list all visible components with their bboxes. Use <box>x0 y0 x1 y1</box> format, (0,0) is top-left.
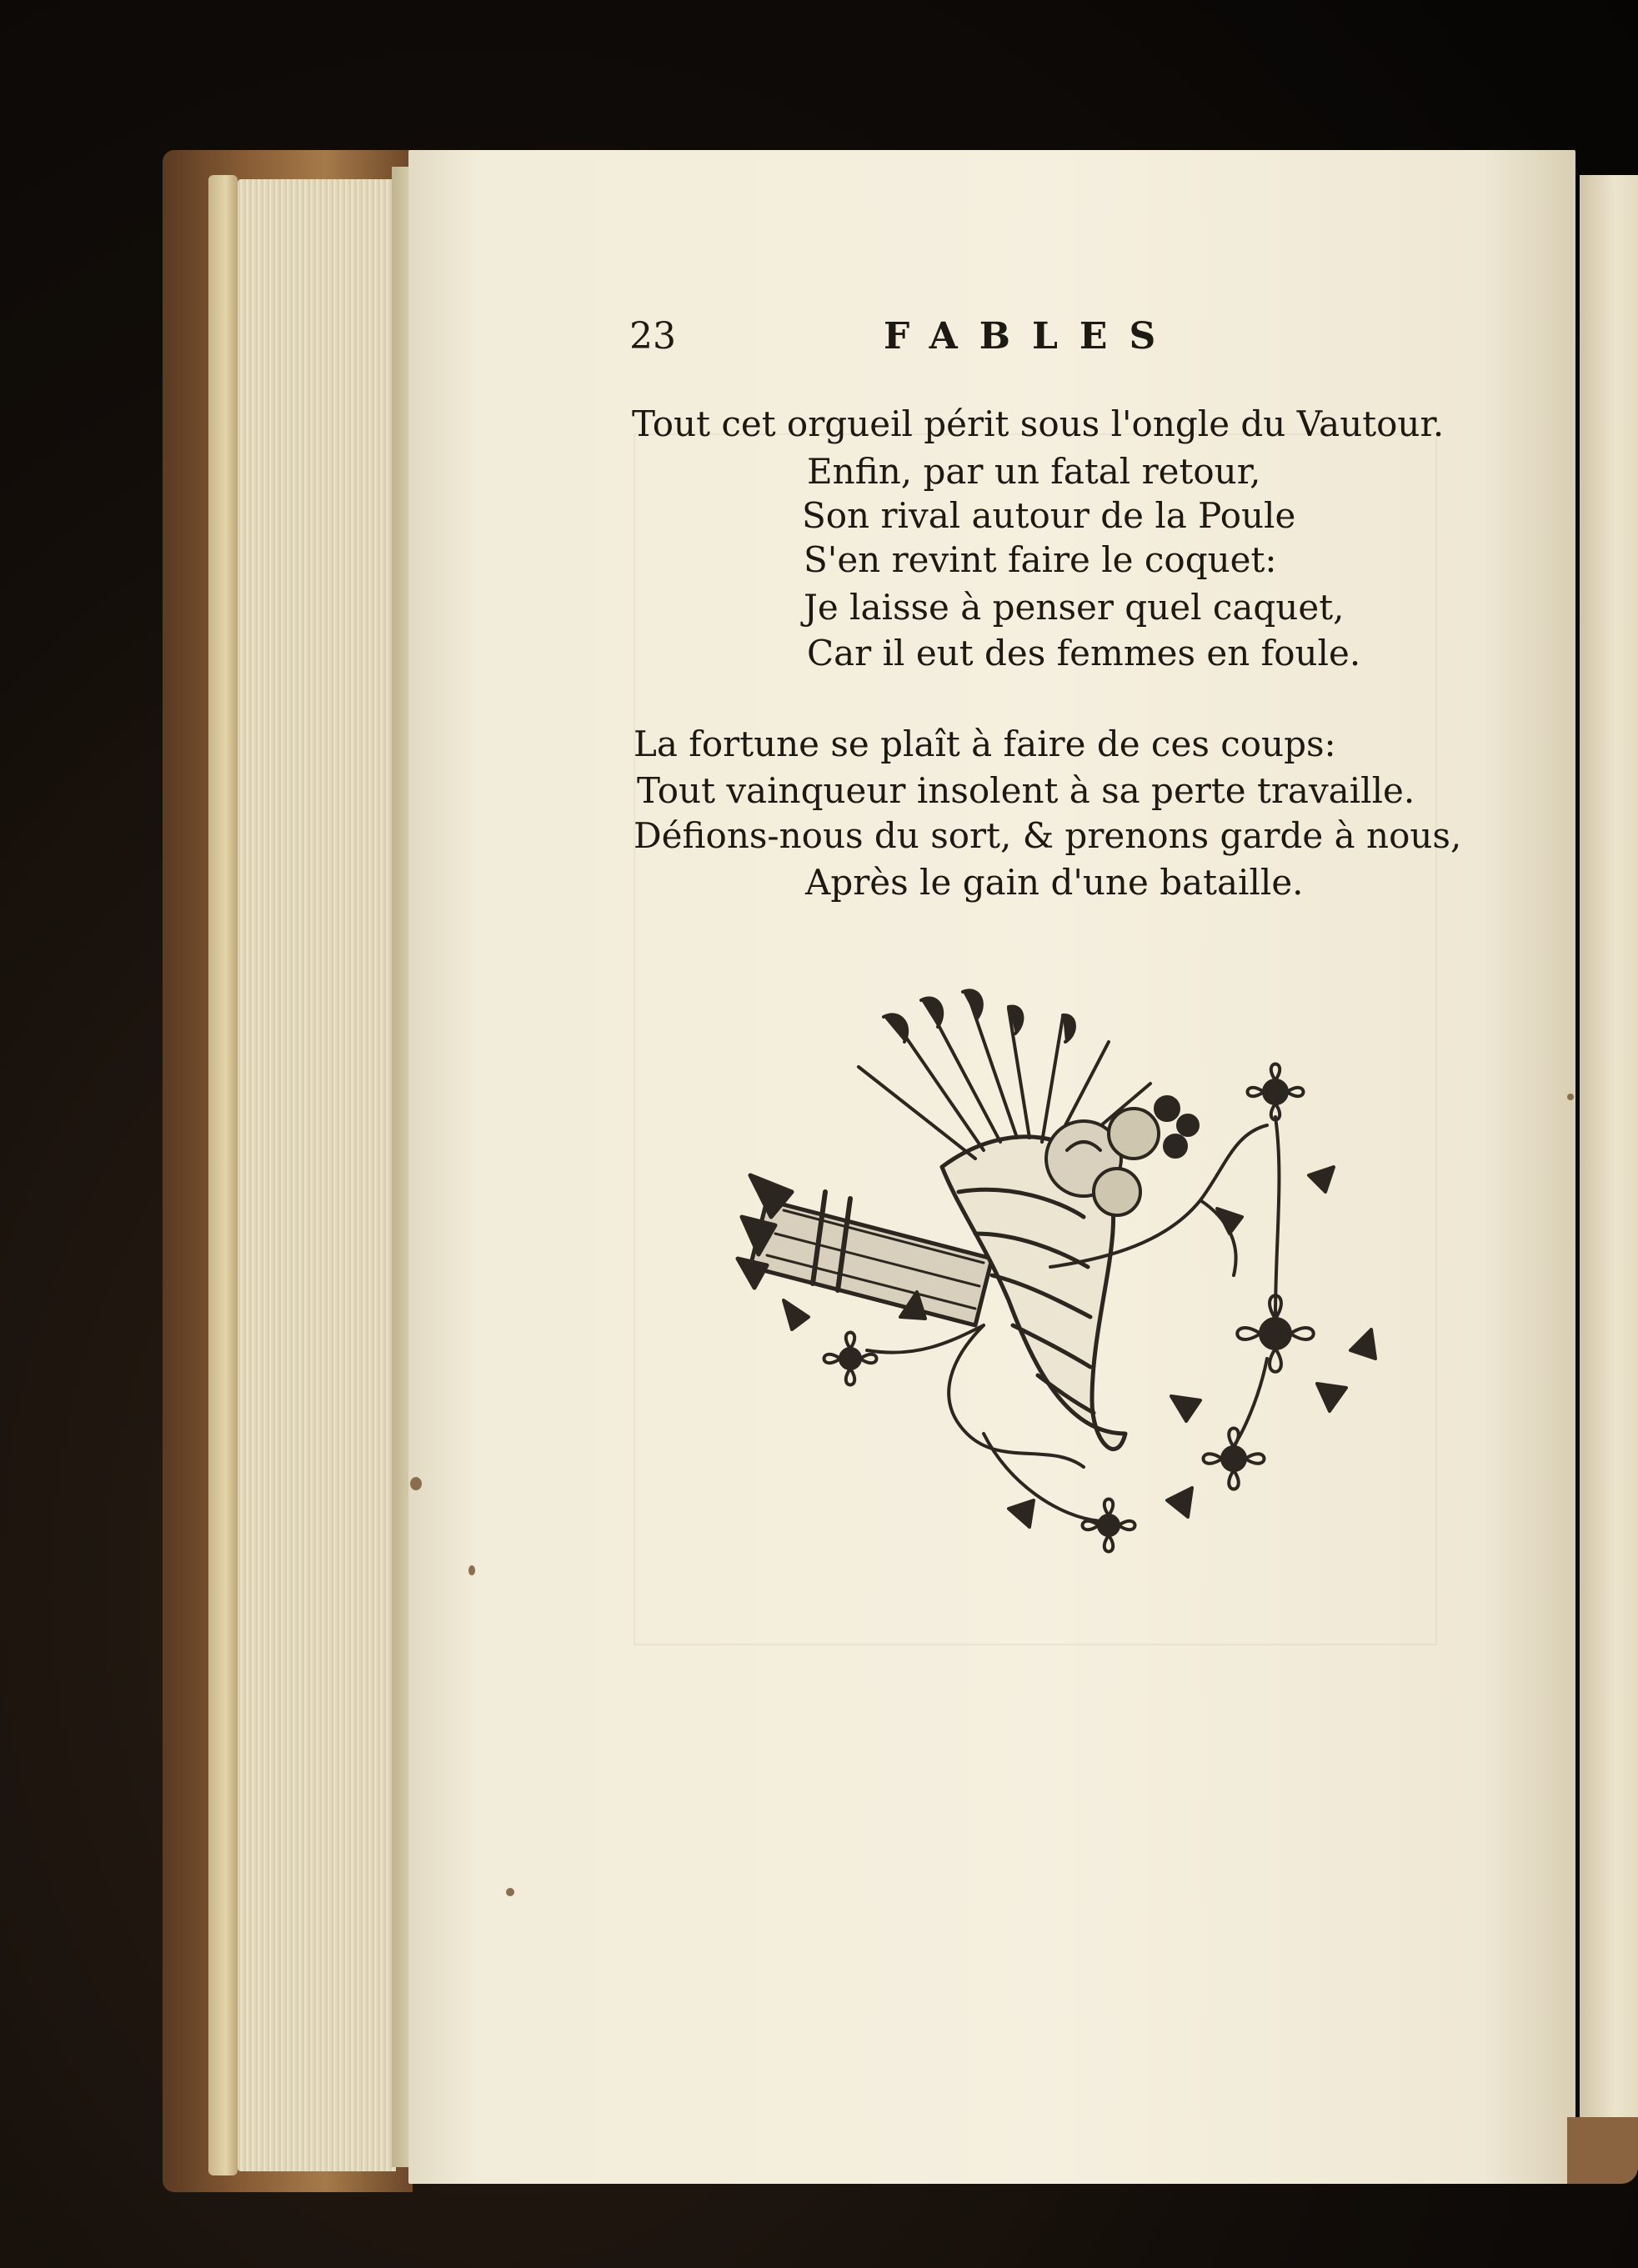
poem-line: Son rival autour de la Poule <box>802 495 1296 536</box>
poem-line: Défions-nous du sort, & prenons garde à nous, <box>634 815 1462 856</box>
facing-page-edge <box>1580 175 1638 2134</box>
poem-line: Après le gain d'une bataille. <box>805 862 1304 903</box>
poem-line: Enfin, par un fatal retour, <box>807 451 1261 492</box>
poem-line: Tout vainqueur insolent à sa perte travaille. <box>637 770 1415 811</box>
poem-line: Car il eut des femmes en foule. <box>807 633 1361 673</box>
paper-speck <box>506 1888 514 1896</box>
poem-line: La fortune se plaît à faire de ces coups: <box>634 723 1336 764</box>
page-stack <box>238 179 396 2171</box>
book-cover-right <box>1567 2117 1638 2184</box>
running-title: FABLES <box>884 315 1178 358</box>
paper-speck <box>410 1477 422 1490</box>
cornucopia-vignette-icon <box>734 967 1384 1584</box>
running-header <box>629 315 1263 365</box>
poem-line: S'en revint faire le coquet: <box>804 539 1277 580</box>
page-number: 23 <box>629 315 676 358</box>
cover-edge <box>208 175 238 2175</box>
paper-speck <box>468 1565 475 1575</box>
poem-line: Tout cet orgueil périt sous l'ongle du Vautour. <box>632 403 1445 444</box>
paper-speck <box>1567 1094 1574 1100</box>
poem-line: Je laisse à penser quel caquet, <box>804 587 1345 628</box>
